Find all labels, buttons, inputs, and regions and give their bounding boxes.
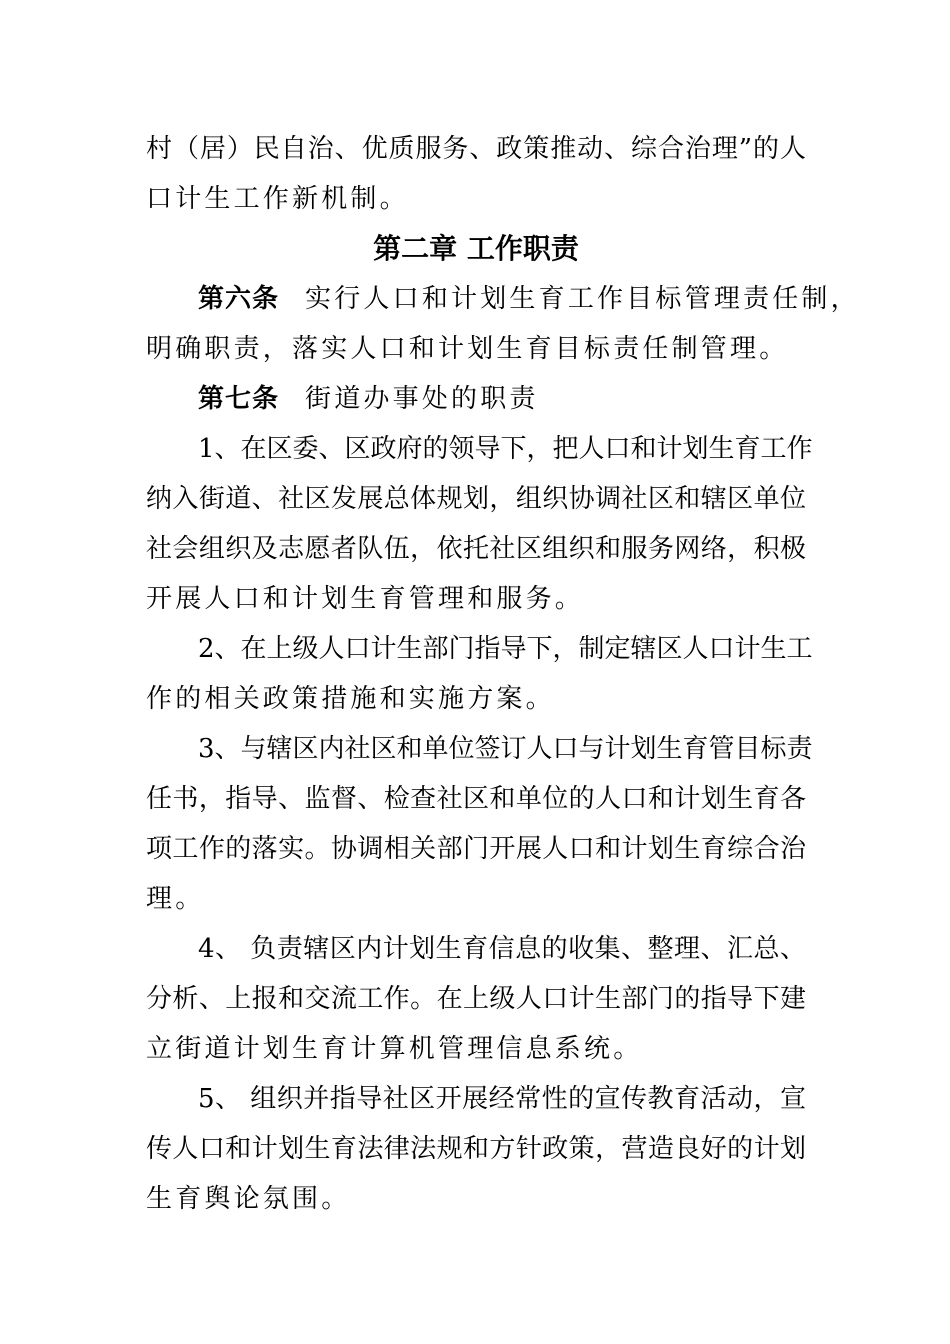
article-7-title: 街道办事处的职责 xyxy=(305,384,539,414)
item-1-line-4: 开展人口和计划生育管理和服务。 xyxy=(146,584,585,614)
article-7-number: 第七条 xyxy=(198,384,280,414)
article-6-line-1 xyxy=(146,274,860,324)
item-4-line-2: 分析、上报和交流工作。在上级人口计生部门的指导下建 xyxy=(146,984,806,1014)
chapter-title: 第二章 工作职责 xyxy=(373,232,579,265)
item-2-line-1: 2、在上级人口计生部门指导下，制定辖区人口计生工 xyxy=(198,634,813,664)
item-3-line-1: 3、与辖区内社区和单位签订人口与计划生育管目标责 xyxy=(198,734,813,764)
item-3-line-4: 理。 xyxy=(146,884,205,914)
item-5-line-2: 传人口和计划生育法律法规和方针政策，营造良好的计划 xyxy=(146,1134,806,1164)
item-3-line-2: 任书，指导、监督、检查社区和单位的人口和计划生育各 xyxy=(146,784,806,814)
item-5-line-3: 生育舆论氛围。 xyxy=(146,1184,351,1214)
article-7-heading xyxy=(146,374,806,424)
article-6-line-2: 明确职责，落实人口和计划生育目标责任制管理。 xyxy=(146,334,789,364)
intro-line-2: 口计生工作新机制。 xyxy=(146,184,409,214)
item-5-line-1: 5、 组织并指导社区开展经常性的宣传教育活动，宣 xyxy=(198,1084,806,1114)
item-1-line-1: 1、在区委、区政府的领导下，把人口和计划生育工作 xyxy=(198,434,813,464)
item-2-line-2: 作的相关政策措施和实施方案。 xyxy=(146,684,555,714)
item-1-line-3: 社会组织及志愿者队伍，依托社区组织和服务网络，积极 xyxy=(146,534,806,564)
article-6-text-1: 实行人口和计划生育工作目标管理责任制， xyxy=(305,284,860,314)
document-page xyxy=(146,124,860,1224)
item-4-line-3: 立街道计划生育计算机管理信息系统。 xyxy=(146,1034,643,1064)
intro-line-1: 村（居）民自治、优质服务、政策推动、综合治理”的人 xyxy=(146,134,806,164)
item-3-line-3: 项工作的落实。协调相关部门开展人口和计划生育综合治 xyxy=(146,834,806,864)
item-1-line-2: 纳入街道、社区发展总体规划，组织协调社区和辖区单位 xyxy=(146,484,806,514)
article-6-number: 第六条 xyxy=(198,284,280,314)
item-4-line-1: 4、 负责辖区内计划生育信息的收集、整理、汇总、 xyxy=(198,934,806,964)
